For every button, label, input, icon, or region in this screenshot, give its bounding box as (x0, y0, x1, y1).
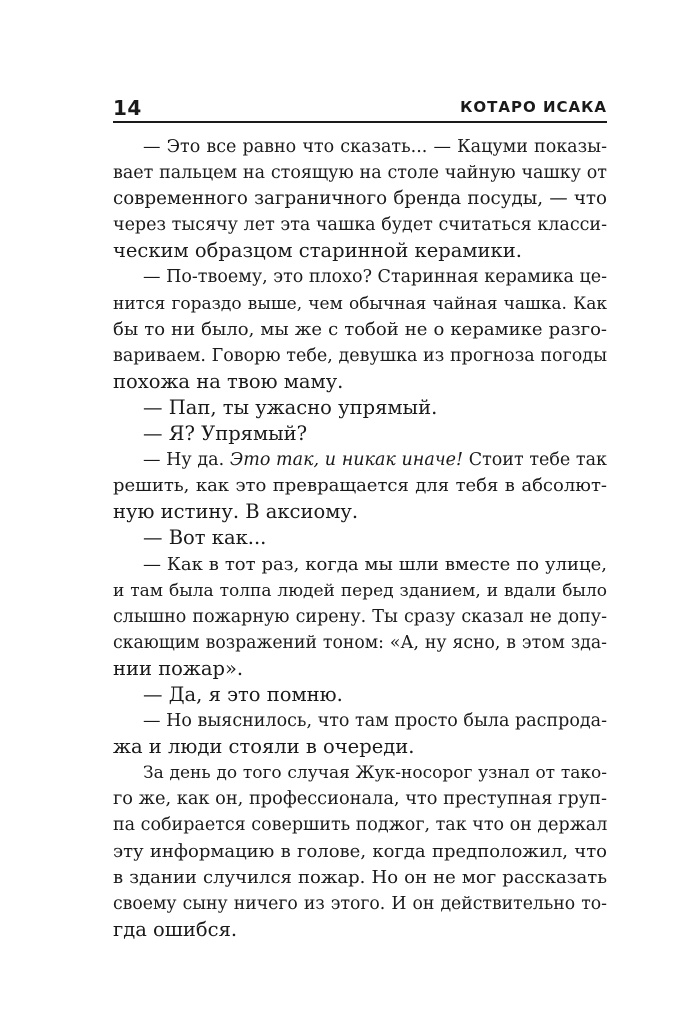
text-line: нии пожар». (113, 656, 244, 680)
text-line: — Пап, ты ужасно упрямый. (143, 395, 438, 419)
text-line: своему сыну ничего из этого. И он действительно то- (113, 893, 607, 914)
text-line: современного заграничного бренда посуды, — что (113, 188, 607, 210)
text-line: — Да, я это помню. (143, 682, 343, 706)
text-line: эту информацию в голове, когда предположил, что (113, 840, 607, 862)
text-line: гда ошибся. (113, 917, 238, 941)
text-line: — Но выяснилось, что там просто была распрода- (143, 711, 607, 732)
text-line: слышно пожарную сирену. Ты сразу сказал не допу- (113, 606, 607, 627)
text-line: — Вот как... (143, 526, 267, 550)
text-line: в здании случился пожар. Но он не мог рассказать (113, 866, 607, 888)
text-line: решить, как это превращается для тебя в абсолют- (113, 475, 607, 497)
text-line: бы то ни было, мы же с тобой не о керамике разго- (113, 318, 607, 340)
text-line: За день до того случая Жук-носорог узнал от тако- (143, 763, 607, 784)
text-line: — Я? Упрямый? (143, 422, 308, 446)
page-header (113, 95, 607, 123)
text-line: нится гораздо выше, чем обычная чайная чашка. Как (113, 293, 607, 314)
text-line: вает пальцем на стоящую на столе чайную чашку от (113, 163, 607, 184)
text-line: па собирается совершить поджог, так что он держал (113, 815, 607, 836)
text-line-with-italic (113, 447, 607, 473)
text-line: го же, как он, профессионала, что преступная груп- (113, 789, 607, 810)
text-line: вариваем. Говорю тебе, девушка из прогноза погоды (113, 345, 607, 366)
text-line: — По-твоему, это плохо? Старинная керамика це- (143, 267, 607, 288)
text-line: — Как в тот раз, когда мы шли вместе по улице, (143, 553, 607, 575)
text-line: жа и люди стояли в очереди. (113, 735, 415, 759)
text-fragment: — Ну да. (143, 450, 230, 471)
page-number: 14 (113, 96, 142, 120)
text-line: через тысячу лет эта чашка будет считаться класси- (113, 215, 607, 236)
text-line: скающим возражений тоном: «А, ну ясно, в этом зда- (113, 632, 607, 653)
text-fragment: Стоит тебе так (463, 450, 607, 471)
text-line: ческим образцом старинной керамики. (113, 239, 522, 263)
body-text (113, 134, 607, 943)
text-line: — Это все равно что сказать... — Кацуми показы- (143, 137, 607, 157)
text-line: ную истину. В аксиому. (113, 500, 359, 524)
running-head-author: КОТАРО ИСАКА (460, 98, 607, 116)
text-line: похожа на твою маму. (113, 369, 344, 393)
italic-phrase: Это так, и никак иначе! (229, 450, 464, 471)
text-line: и там была толпа людей перед зданием, и вдали было (113, 580, 607, 601)
